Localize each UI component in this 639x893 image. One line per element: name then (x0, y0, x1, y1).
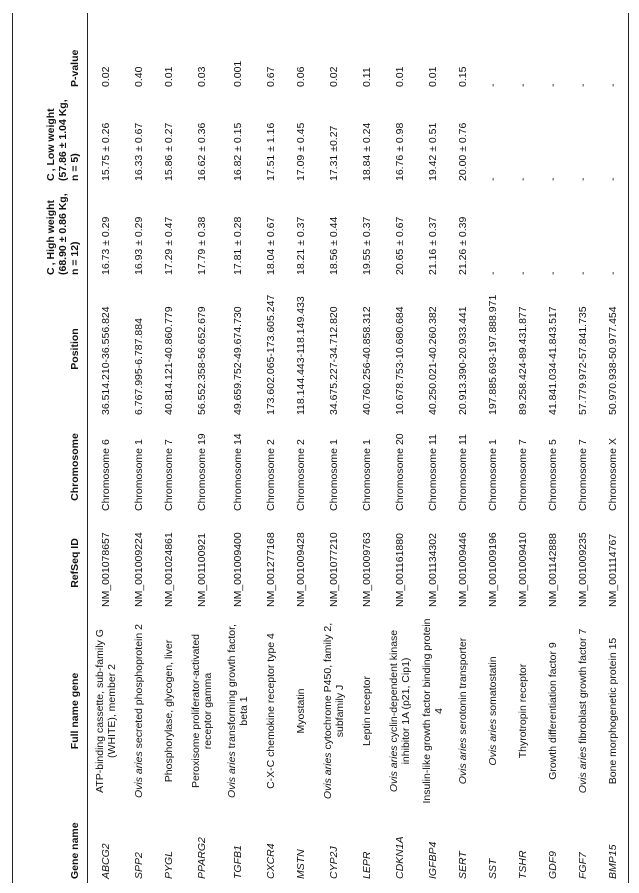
low-weight-cell: 16.33 ± 0.67 (133, 122, 145, 181)
low-weight-cell: 18.84 ± 0.24 (361, 122, 373, 181)
table-row (448, 13, 478, 883)
position-cell: 57.779.972-57.841.735 (577, 306, 589, 415)
low-weight-cell: 15.75 ± 0.26 (100, 122, 112, 181)
gene-full-name: Growth differentiation factor 9 (547, 642, 559, 780)
header-row (13, 13, 88, 883)
gene-full-name: cytochrome P450, family 2, subfamily J (322, 622, 346, 753)
p-value-cell: 0.11 (361, 67, 373, 87)
chromosome-cell: Chromosome 19 (196, 433, 208, 511)
high-weight-cell: - (607, 271, 619, 275)
gene-name-cell: GDF9 (547, 850, 559, 879)
gene-expression-table (12, 13, 629, 883)
gene-name-cell: CXCR4 (265, 843, 277, 879)
position-cell: 49.659.752-49.674.730 (232, 306, 244, 415)
chromosome-cell: Chromosome 7 (163, 439, 175, 511)
refseq-id-cell: NM_001161880 (394, 533, 406, 607)
refseq-id-cell: NM_001009428 (295, 532, 307, 607)
p-value-cell: - (577, 83, 589, 87)
high-weight-cell: 16.93 ± 0.29 (133, 216, 145, 275)
p-value-cell: 0.01 (163, 66, 175, 87)
gene-name-cell: BMP15 (607, 844, 619, 879)
high-weight-cell: 19.55 ± 0.37 (361, 216, 373, 275)
gene-name-cell: TSHR (517, 850, 529, 879)
p-value-cell: 0.15 (457, 66, 469, 87)
p-value-cell: - (517, 83, 529, 87)
gene-full-name: Bone morphogenetic protein 15 (607, 637, 619, 785)
position-cell: 118.144.443-118.149.433 (295, 296, 307, 415)
high-weight-cell: 18.04 ± 0.67 (265, 216, 277, 275)
position-cell: 6.767.995-6.787.884 (133, 318, 145, 415)
low-weight-cell: 17.09 ± 0.45 (295, 122, 307, 181)
high-weight-cell: 18.56 ± 0.44 (328, 216, 340, 275)
table-row (220, 13, 256, 883)
gene-full-name: Peroxisome proliferator-activated receptor gamma (190, 633, 214, 789)
p-value-cell: 0.40 (133, 66, 145, 87)
refseq-id-cell: NM_001134302 (427, 533, 439, 607)
chromosome-cell: Chromosome X (607, 438, 619, 511)
chromosome-cell: Chromosome 2 (295, 439, 307, 511)
high-weight-cell: 17.29 ± 0.47 (163, 216, 175, 275)
high-weight-cell: 20.65 ± 0.67 (394, 216, 406, 275)
p-value-cell: 0.02 (328, 66, 340, 87)
header-full-name: Full name gene (69, 672, 81, 750)
table-row (418, 13, 448, 883)
high-weight-cell: - (577, 271, 589, 275)
chromosome-cell: Chromosome 1 (487, 439, 499, 511)
species-name: Ovis aries (487, 718, 499, 766)
position-cell: 40.250.021-40.260.382 (427, 306, 439, 415)
low-weight-cell: - (517, 177, 529, 181)
full-name-cell (154, 611, 184, 811)
p-value-cell: 0.01 (394, 66, 406, 87)
low-weight-cell: 20.00 ± 0.76 (457, 122, 469, 181)
gene-full-name: serotonin transporter (457, 637, 469, 738)
chromosome-cell: Chromosome 7 (517, 439, 529, 511)
refseq-id-cell: NM_001009235 (577, 532, 589, 607)
p-value-cell: - (487, 83, 499, 87)
gene-name-cell: PYGL (163, 850, 175, 879)
gene-name-cell: MSTN (295, 849, 307, 879)
p-value-cell: - (547, 83, 559, 87)
table-row (316, 13, 352, 883)
chromosome-cell: Chromosome 1 (328, 439, 340, 511)
refseq-id-cell: NM_001009400 (232, 532, 244, 607)
refseq-id-cell: NM_001077210 (328, 532, 340, 607)
high-weight-cell: - (517, 271, 529, 275)
low-weight-cell: 17.31 ±0.27 (328, 125, 340, 181)
refseq-id-cell: NM_001009224 (133, 532, 145, 607)
position-cell: 89.258.424-89.431.877 (517, 306, 529, 415)
full-name-cell (124, 611, 154, 811)
position-cell: 36.514.210-36.556.824 (100, 306, 112, 415)
species-name: Ovis aries (133, 751, 145, 798)
position-cell: 197.885.693-197.888.971 (487, 294, 499, 415)
table-row (352, 13, 382, 883)
gene-full-name: secreted phosphoprotein 2 (133, 624, 145, 752)
low-weight-cell: 16.82 ± 0.15 (232, 122, 244, 181)
table-row (598, 13, 629, 883)
full-name-cell (478, 611, 508, 811)
table-row (508, 13, 538, 883)
table-row (568, 13, 598, 883)
species-name: Ovis aries (577, 746, 589, 794)
full-name-cell (352, 611, 382, 811)
full-name-cell (418, 611, 448, 811)
low-weight-cell: 17.51 ± 1.16 (265, 122, 277, 181)
species-name: Ovis aries (457, 737, 469, 785)
gene-full-name: Phosphorylase, glycogen, liver (163, 639, 175, 783)
position-cell: 34.675.227-34.712.820 (328, 306, 340, 415)
high-weight-cell: - (547, 271, 559, 275)
p-value-cell: 0.01 (427, 66, 439, 87)
gene-full-name: ATP-binding cassette, sub-family G (WHITE), member 2 (94, 629, 118, 793)
gene-name-cell: LEPR (361, 851, 373, 879)
chromosome-cell: Chromosome 5 (547, 439, 559, 511)
low-weight-cell: - (607, 177, 619, 181)
gene-full-name: cyclin-dependent kinase inhibitor 1A (p21, Cip1) (388, 629, 412, 765)
full-name-cell (256, 611, 286, 811)
p-value-cell: 0.001 (232, 60, 244, 87)
low-weight-cell: 16.62 ± 0.36 (196, 122, 208, 181)
low-weight-cell: 16.76 ± 0.98 (394, 122, 406, 181)
gene-full-name: C-X-C chemokine receptor type 4 (265, 633, 277, 789)
high-weight-cell: 21.16 ± 0.37 (427, 216, 439, 275)
full-name-cell (598, 611, 629, 811)
full-name-cell (88, 611, 125, 811)
refseq-id-cell: NM_001142888 (547, 533, 559, 607)
header-high-weight: C , High weight (68.90 ± 0.86 Kg, n = 12) (45, 193, 81, 275)
gene-full-name: Myostatin (295, 688, 307, 734)
p-value-cell: 0.06 (295, 66, 307, 87)
table-row (88, 13, 125, 883)
refseq-id-cell: NM_001078657 (100, 532, 112, 607)
p-value-cell: - (607, 83, 619, 87)
refseq-id-cell: NM_001009446 (457, 532, 469, 607)
full-name-cell (316, 611, 352, 811)
species-name: Ovis aries (226, 751, 238, 798)
table-row (154, 13, 184, 883)
header-low-weight: C , Low weight (57.86 ± 1.04 Kg, n = 5) (45, 99, 81, 181)
low-weight-cell: 19.42 ± 0.51 (427, 122, 439, 181)
chromosome-cell: Chromosome 1 (133, 439, 145, 511)
refseq-id-cell: NM_001114767 (607, 533, 619, 607)
gene-name-cell: FGF7 (577, 852, 589, 879)
low-weight-cell: - (547, 177, 559, 181)
header-gene-name: Gene name (69, 822, 81, 879)
gene-name-cell: SST (487, 858, 499, 879)
position-cell: 41.841.034-41.843.517 (547, 306, 559, 415)
table-row (184, 13, 220, 883)
gene-name-cell: SERT (457, 851, 469, 879)
chromosome-cell: Chromosome 11 (457, 434, 469, 511)
species-name: Ovis aries (388, 745, 400, 793)
refseq-id-cell: NM_001009410 (517, 532, 529, 607)
refseq-id-cell: NM_001277168 (265, 532, 277, 607)
position-cell: 40.814.121-40.860.779 (163, 306, 175, 415)
full-name-cell (568, 611, 598, 811)
header-p-value: P-value (69, 49, 81, 87)
high-weight-cell: 18.21 ± 0.37 (295, 216, 307, 275)
low-weight-cell: 15.86 ± 0.27 (163, 122, 175, 181)
position-cell: 40.760.256-40.858.312 (361, 306, 373, 415)
full-name-cell (508, 611, 538, 811)
gene-name-cell: IGFBP4 (427, 841, 439, 879)
header-refseq-id: RefSeq ID (69, 538, 81, 588)
gene-name-cell: ABCG2 (100, 843, 112, 879)
gene-name-cell: PPARG2 (196, 837, 208, 879)
position-cell: 10.678.753-10.680.684 (394, 306, 406, 415)
chromosome-cell: Chromosome 14 (232, 433, 244, 511)
table-row (256, 13, 286, 883)
gene-full-name: Thyrotropin receptor (517, 663, 529, 759)
header-position: Position (69, 328, 81, 370)
chromosome-cell: Chromosome 7 (577, 439, 589, 511)
refseq-id-cell: NM_001024861 (163, 532, 175, 607)
gene-full-name: somatostatin (487, 656, 499, 719)
full-name-cell (382, 611, 418, 811)
high-weight-cell: - (487, 271, 499, 275)
full-name-cell (448, 611, 478, 811)
refseq-id-cell: NM_001009763 (361, 532, 373, 607)
full-name-cell (220, 611, 256, 811)
position-cell: 173.602.065-173.605.247 (265, 294, 277, 415)
low-weight-cell: - (487, 177, 499, 181)
chromosome-cell: Chromosome 20 (394, 433, 406, 511)
chromosome-cell: Chromosome 1 (361, 439, 373, 511)
gene-name-cell: CYP2J (328, 846, 340, 879)
table-row (124, 13, 154, 883)
chromosome-cell: Chromosome 6 (100, 439, 112, 511)
table-body (88, 13, 629, 883)
high-weight-cell: 17.79 ± 0.38 (196, 216, 208, 275)
low-weight-cell: - (577, 177, 589, 181)
refseq-id-cell: NM_001009196 (487, 532, 499, 607)
gene-name-cell: SPP2 (133, 852, 145, 879)
full-name-cell (538, 611, 568, 811)
header-chromosome: Chromosome (69, 433, 81, 501)
high-weight-cell: 16.73 ± 0.29 (100, 216, 112, 275)
species-name: Ovis aries (322, 752, 334, 800)
gene-full-name: transforming growth factor, beta 1 (226, 624, 250, 752)
position-cell: 20.913.390-20.933.441 (457, 306, 469, 415)
table-row (478, 13, 508, 883)
gene-full-name: Leptin receptor (361, 675, 373, 747)
position-cell: 50.970.938-50.977.454 (607, 306, 619, 415)
high-weight-cell: 21.26 ± 0.39 (457, 216, 469, 275)
gene-full-name: fibroblast growth factor 7 (577, 628, 589, 747)
high-weight-cell: 17.81 ± 0.28 (232, 216, 244, 275)
refseq-id-cell: NM_001100921 (196, 533, 208, 607)
full-name-cell (286, 611, 316, 811)
full-name-cell (184, 611, 220, 811)
p-value-cell: 0.03 (196, 66, 208, 87)
chromosome-cell: Chromosome 11 (427, 434, 439, 511)
p-value-cell: 0.02 (100, 66, 112, 87)
gene-full-name: Insulin-like growth factor binding protein 4 (421, 618, 445, 804)
table-row (538, 13, 568, 883)
table-row (286, 13, 316, 883)
chromosome-cell: Chromosome 2 (265, 439, 277, 511)
gene-name-cell: CDKN1A (394, 836, 406, 879)
gene-name-cell: TGFB1 (232, 845, 244, 879)
p-value-cell: 0.67 (265, 66, 277, 87)
position-cell: 56.552.358-56.652.679 (196, 306, 208, 415)
table-row (382, 13, 418, 883)
